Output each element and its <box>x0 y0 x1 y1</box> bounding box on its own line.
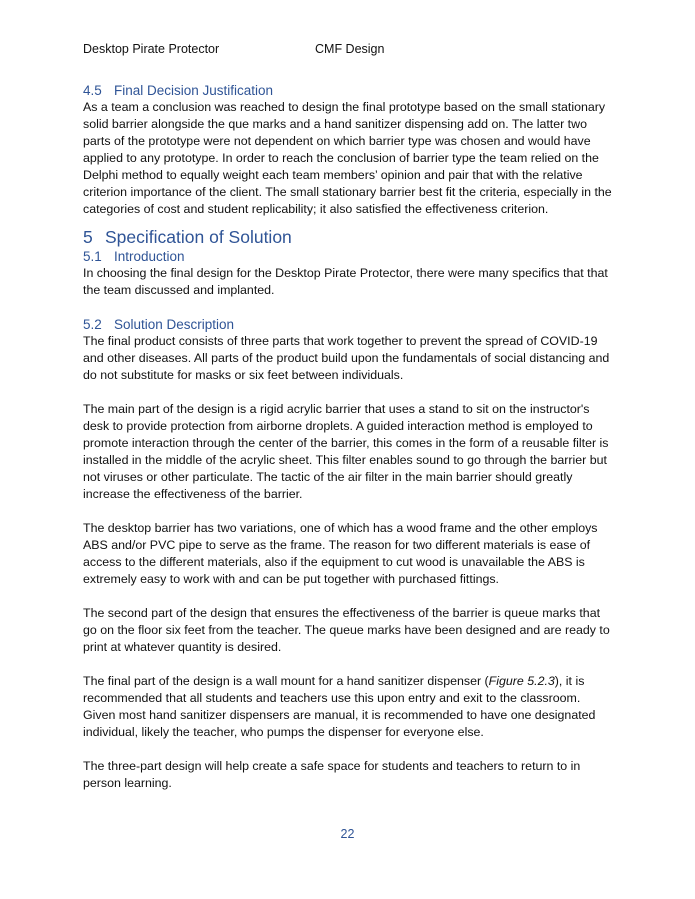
heading-4-5-number: 4.5 <box>83 83 102 98</box>
heading-5-title: Specification of Solution <box>105 227 292 247</box>
paragraph-barrier-variations: The desktop barrier has two variations, one of which has a wood frame and the other employs ABS and/or PVC pipe to serve as the frame. The reason for two different materials is ease of access to the different materials, also if the equipment to cut wood is unavailable the ABS is extremely easy to work with and can be put together with purchased fittings. <box>83 521 598 586</box>
page-header <box>83 41 613 57</box>
figure-reference: Figure 5.2.3 <box>488 674 555 688</box>
paragraph-main-barrier: The main part of the design is a rigid acrylic barrier that uses a stand to sit on the instructor's desk to provide protection from airborne droplets. A guided interaction method is employed to promote interaction through the center of the barrier, this comes in the form of a reusable filter is installed in the middle of the acrylic sheet. This filter enables sound to go through the barrier but not viruses or other particulate. The tactic of the air filter in the main barrier should greatly increase the effectiveness of the barrier. <box>83 402 609 501</box>
heading-5-2-number: 5.2 <box>83 317 102 332</box>
paragraph-queue-marks: The second part of the design that ensures the effectiveness of the barrier is queue marks that go on the floor six feet from the teacher. The queue marks have been designed and are ready to print at whatever quantity is desired. <box>83 606 610 654</box>
page-number: 22 <box>340 827 355 841</box>
paragraph-hand-sanitizer <box>83 673 615 741</box>
heading-5-1-title: Introduction <box>114 249 185 264</box>
heading-4-5-title: Final Decision Justification <box>114 83 274 98</box>
paragraph-final-decision: As a team a conclusion was reached to design the final prototype based on the small stationary solid barrier alongside the que marks and a hand sanitizer dispensing add on. The latter two parts of the prototype were not dependent on which barrier type was chosen and would have applied to any prototype. In order to reach the conclusion of barrier type the team relied on the Delphi method to equally weight each team members’ opinion and pair that with the relative criterion importance of the client. The small stationary barrier best fit the criteria, especially in the categories of cost and student replicability; it also satisfied the effectiveness criterion. <box>83 100 612 216</box>
paragraph-closing: The three-part design will help create a safe space for students and teachers to return to in person learning. <box>83 759 581 790</box>
heading-5-2-title: Solution Description <box>114 317 235 332</box>
paragraph-final-product: The final product consists of three parts that work together to prevent the spread of COVID-19 and other diseases. All parts of the product build upon the fundamentals of social distancing and do not substitute for masks or six feet between individuals. <box>83 334 610 382</box>
sanitizer-text-after: ), it is recommended that all students and teachers use this upon entry and exit to the classroom. Given most hand sanitizer dispensers are manual, it is recommended to have one designated individual, likely the teacher, who pumps the dispenser for everyone else. <box>83 674 596 739</box>
page-body <box>83 82 615 792</box>
sanitizer-text-before: The final part of the design is a wall mount for a hand sanitizer dispenser ( <box>83 674 489 688</box>
heading-5-1-number: 5.1 <box>83 249 102 264</box>
header-section-name: CMF Design <box>315 42 385 56</box>
heading-4-5 <box>83 82 615 99</box>
heading-5-1 <box>83 248 615 265</box>
paragraph-introduction: In choosing the final design for the Desktop Pirate Protector, there were many specifics that that the team discussed and implanted. <box>83 266 608 297</box>
heading-5-2 <box>83 316 615 333</box>
heading-5 <box>83 226 615 248</box>
heading-5-number: 5 <box>83 227 93 247</box>
header-document-title: Desktop Pirate Protector <box>83 42 220 56</box>
